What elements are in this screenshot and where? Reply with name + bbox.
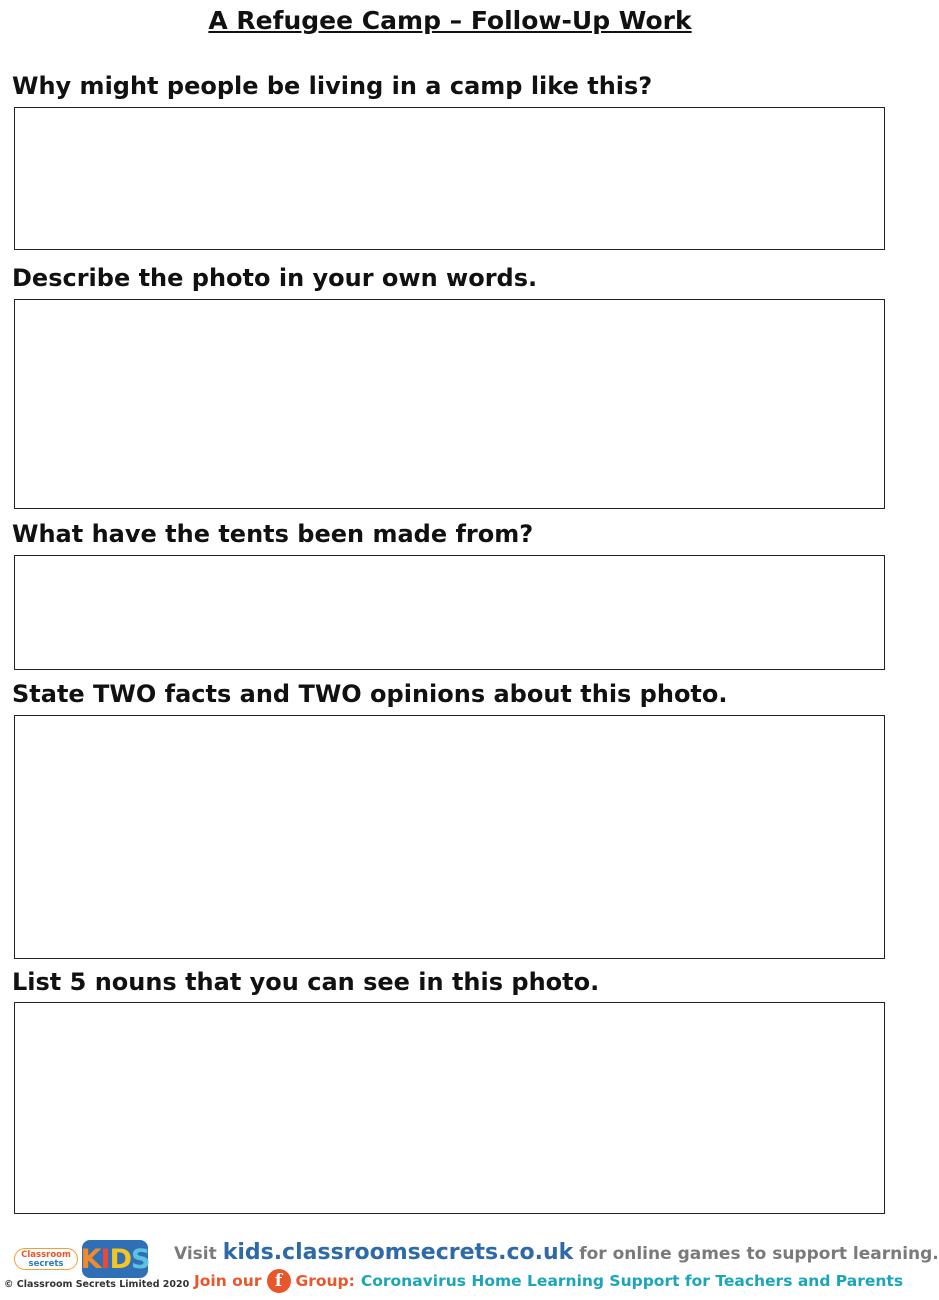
answer-box-1[interactable] [14, 107, 885, 250]
kids-letter-i: I [100, 1243, 110, 1275]
kids-letter-d: D [109, 1243, 131, 1275]
join-group-label: Group: [295, 1272, 355, 1290]
facebook-icon[interactable]: f [267, 1269, 291, 1293]
question-1: Why might people be living in a camp like this? [12, 72, 653, 100]
visit-line [174, 1240, 939, 1265]
question-5: List 5 nouns that you can see in this photo. [12, 968, 600, 996]
answer-box-2[interactable] [14, 299, 885, 509]
kids-letter-k: K [80, 1243, 101, 1275]
question-2: Describe the photo in your own words. [12, 264, 538, 292]
kids-letter-s: S [130, 1243, 150, 1275]
answer-box-3[interactable] [14, 555, 885, 670]
copyright: © Classroom Secrets Limited 2020 [4, 1279, 190, 1290]
join-line [194, 1269, 903, 1293]
visit-url-link[interactable]: kids.classroomsecrets.co.uk [222, 1240, 574, 1265]
visit-prefix: Visit [174, 1244, 223, 1264]
question-4: State TWO facts and TWO opinions about this photo. [12, 680, 728, 708]
footer [0, 1232, 939, 1300]
answer-box-5[interactable] [14, 1002, 885, 1214]
visit-suffix: for online games to support learning. [573, 1244, 939, 1264]
kids-logo [82, 1240, 148, 1278]
logo-line-1: Classroom [21, 1250, 71, 1260]
join-prefix: Join our [194, 1272, 262, 1290]
classroom-secrets-logo [14, 1248, 78, 1270]
answer-box-4[interactable] [14, 715, 885, 959]
logo-line-2: secrets [28, 1259, 64, 1269]
question-3: What have the tents been made from? [12, 520, 534, 548]
facebook-group-link[interactable]: Coronavirus Home Learning Support for Teachers and Parents [360, 1272, 904, 1290]
worksheet-title: A Refugee Camp – Follow-Up Work [208, 6, 692, 35]
